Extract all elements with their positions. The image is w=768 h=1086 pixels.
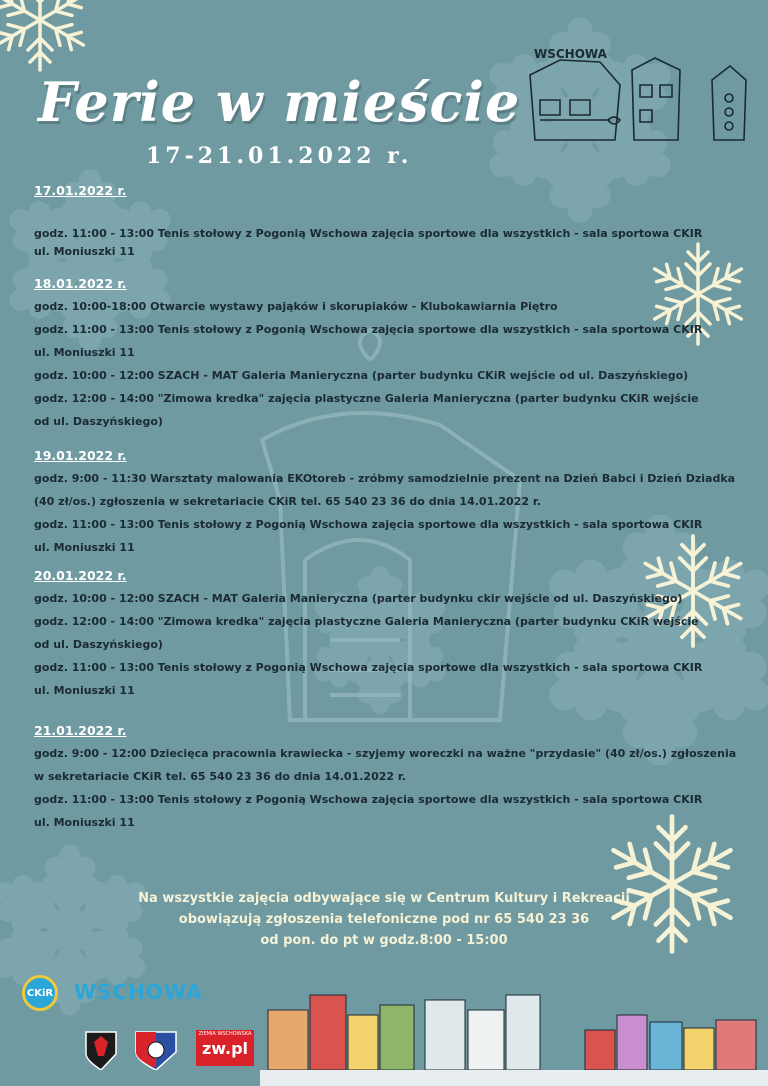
sports-club-crest-icon (134, 1030, 178, 1070)
schedule (34, 180, 737, 834)
day-date: 21.01.2022 r. (34, 723, 127, 738)
event-line: ul. Moniuszki 11 (34, 684, 135, 697)
event-line: godz. 12:00 - 14:00 "Zimowa kredka" zajęcia plastyczne Galeria Manieryczna (parter budynku CKiR wejście (34, 392, 699, 405)
day-block (34, 445, 736, 565)
event-line: godz. 10:00-18:00 Otwarcie wystawy pająków i skorupiaków - Klubokawiarnia Piętro (34, 300, 558, 313)
day-date: 18.01.2022 r. (34, 276, 127, 291)
event-line: godz. 10:00 - 12:00 SZACH - MAT Galeria Manieryczna (parter budynku ckir wejście od ul. Daszyńskiego) (34, 592, 683, 605)
event-line: ul. Moniuszki 11 (34, 245, 135, 258)
event-line: w sekretariacie CKiR tel. 65 540 23 36 do dnia 14.01.2022 r. (34, 770, 406, 783)
event-line: od ul. Daszyńskiego) (34, 415, 163, 428)
day-block (34, 720, 737, 834)
club-crest-icon (84, 1030, 118, 1070)
day-date: 19.01.2022 r. (34, 448, 127, 463)
day-block (34, 565, 714, 720)
event-line: godz. 10:00 - 12:00 SZACH - MAT Galeria Manieryczna (parter budynku CKiR wejście od ul. Daszyńskiego) (34, 369, 689, 382)
registration-note-line: obowiązują zgłoszenia telefoniczne pod nr 65 540 23 36 (178, 912, 590, 927)
day-block (34, 180, 714, 273)
day-date: 17.01.2022 r. (34, 183, 127, 198)
wschowa-logo: WSCHOWA (74, 980, 203, 1004)
event-line: ul. Moniuszki 11 (34, 541, 135, 554)
event-line: ul. Moniuszki 11 (34, 346, 135, 359)
event-line: godz. 11:00 - 13:00 Tenis stołowy z Pogonią Wschowa zajęcia sportowe dla wszystkich - sala sportowa CKIR (34, 518, 703, 531)
event-line: ul. Moniuszki 11 (34, 816, 135, 829)
event-line: godz. 11:00 - 13:00 Tenis stołowy z Pogonią Wschowa zajęcia sportowe dla wszystkich - sala sportowa CKIR (34, 661, 703, 674)
event-line: godz. 11:00 - 13:00 Tenis stołowy z Pogonią Wschowa zajęcia sportowe dla wszystkich - sala sportowa CKIR (34, 227, 703, 240)
event-line: od ul. Daszyńskiego) (34, 638, 163, 651)
event-line: (40 zł/os.) zgłoszenia w sekretariacie CKiR tel. 65 540 23 36 do dnia 14.01.2022 r. (34, 495, 541, 508)
registration-note-line: od pon. do pt w godz.8:00 - 15:00 (260, 933, 508, 948)
registration-note-line: Na wszystkie zajęcia odbywające się w Centrum Kultury i Rekreacji (138, 891, 630, 906)
wschowa-top-label: WSCHOWA (534, 47, 607, 61)
zw-logo-text: zw.pl (201, 1039, 249, 1058)
date-range: 17-21.01.2022 r. (146, 143, 413, 169)
event-line: godz. 9:00 - 11:30 Warsztaty malowania EKOtoreb - zróbmy samodzielnie prezent na Dzień Babci i Dzień Dziadka (34, 472, 736, 485)
event-line: godz. 11:00 - 13:00 Tenis stołowy z Pogonią Wschowa zajęcia sportowe dla wszystkich - sala sportowa CKIR (34, 793, 703, 806)
day-block (34, 273, 714, 445)
event-line: godz. 12:00 - 14:00 "Zimowa kredka" zajęcia plastyczne Galeria Manieryczna (parter budynku CKiR wejście (34, 615, 699, 628)
zw-caption: ZIEMIA WSCHOWSKA (198, 1031, 252, 1037)
event-line: godz. 11:00 - 13:00 Tenis stołowy z Pogonią Wschowa zajęcia sportowe dla wszystkich - sala sportowa CKIR (34, 323, 703, 336)
event-line: godz. 9:00 - 12:00 Dziecięca pracownia krawiecka - szyjemy woreczki na ważne "przydasie" (40 zł/os.) zgłoszenia (34, 747, 737, 760)
page-title: Ferie w mieście (38, 70, 521, 134)
zw-pl-logo (196, 1030, 254, 1066)
day-date: 20.01.2022 r. (34, 568, 127, 583)
registration-note (0, 888, 768, 951)
ckir-logo: CKiR (22, 975, 58, 1011)
